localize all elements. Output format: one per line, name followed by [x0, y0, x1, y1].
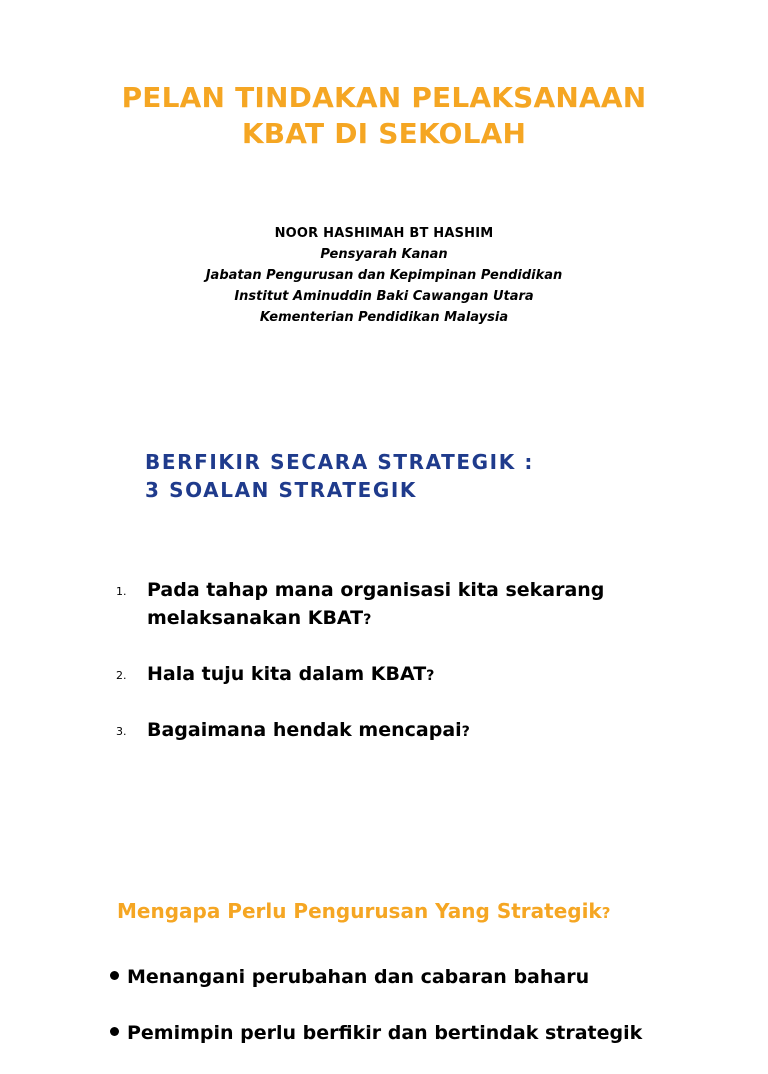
- list-item: [0, 660, 768, 690]
- document-title: [0, 80, 768, 152]
- author-institute: Institut Aminuddin Baki Cawangan Utara: [234, 289, 534, 304]
- list-item: [0, 576, 768, 634]
- author-position: Pensyarah Kanan: [320, 247, 448, 262]
- strategic-thinking-heading: [145, 448, 665, 504]
- question-body: Pada tahap mana organisasi kita sekarang melaksanakan KBAT: [147, 579, 605, 629]
- author-ministry: Kementerian Pendidikan Malaysia: [259, 310, 509, 325]
- strategic-heading-line-2: 3 SOALAN STRATEGIK: [145, 478, 417, 502]
- list-item: [0, 716, 768, 746]
- author-info: [0, 224, 768, 328]
- list-number: 3.: [116, 725, 127, 738]
- question-mark: ?: [426, 668, 435, 684]
- strategic-heading-line-1: BERFIKIR SECARA STRATEGIK :: [145, 450, 534, 474]
- question-text: [147, 576, 667, 634]
- question-text: [147, 716, 667, 746]
- question-body: Bagaimana hendak mencapai: [147, 719, 462, 741]
- author-name: NOOR HASHIMAH BT HASHIM: [274, 226, 494, 241]
- list-item: [0, 962, 768, 996]
- bullet-text: Menangani perubahan dan cabaran baharu: [127, 966, 590, 988]
- question-mark: ?: [363, 612, 372, 628]
- section-heading: [117, 896, 737, 928]
- question-mark: ?: [461, 724, 470, 740]
- question-body: Hala tuju kita dalam KBAT: [147, 663, 427, 685]
- list-number: 2.: [116, 669, 127, 682]
- question-text: [147, 660, 667, 690]
- author-department: Jabatan Pengurusan dan Kepimpinan Pendidikan: [205, 268, 563, 283]
- reasons-bullet-list: [0, 962, 768, 1074]
- strategic-questions-list: [0, 576, 768, 772]
- list-item: [0, 1018, 768, 1052]
- title-line-2: KBAT DI SEKOLAH: [241, 117, 527, 150]
- title-line-1: PELAN TINDAKAN PELAKSANAAN: [121, 81, 647, 114]
- bullet-icon: [110, 1027, 119, 1036]
- bullet-icon: [110, 971, 119, 980]
- list-number: 1.: [116, 585, 127, 598]
- section-heading-text: Mengapa Perlu Pengurusan Yang Strategik: [117, 899, 602, 923]
- bullet-text: Pemimpin perlu berfikir dan bertindak strategik: [127, 1022, 643, 1044]
- question-mark: ?: [601, 904, 611, 922]
